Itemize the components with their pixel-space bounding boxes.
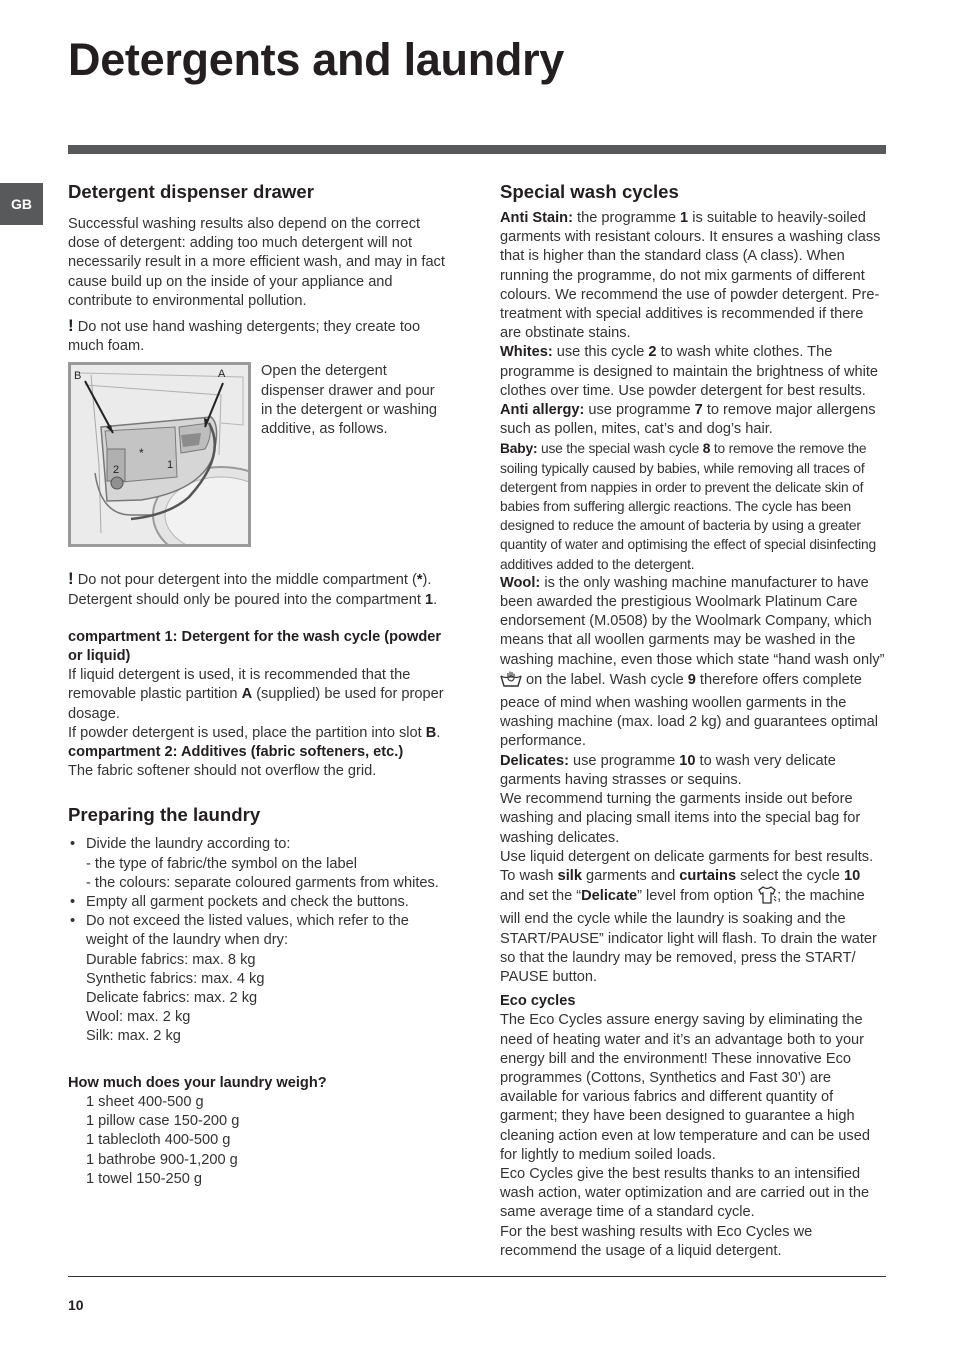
warning-2-star: *	[416, 572, 423, 589]
warning-mark: !	[68, 316, 74, 336]
eco-paragraph-1: The Eco Cycles assure energy saving by eliminating the need of heating water and it’s an advantage both to your energy bill and the environment! These innovative Eco programmes (Cottons, Synthetics and Fast 30’) are available for various fabrics and different quantity of garment; they have been designed to guarantee a high cleaning action even at low temperature and can be used for lightly to medium soiled loads.	[500, 1012, 870, 1163]
dispenser-intro: Successful washing results also depend on the correct dose of detergent: adding too much detergent will not necessarily result in a more efficient wash, and may in fact cause build up on the inside of your appliance and contribute to environmental pollution.	[68, 216, 445, 309]
preparing-list	[68, 835, 454, 1046]
figure-label-a: A	[218, 368, 226, 381]
compartment-1-text-b: If powder detergent is used, place the partition into slot B.	[68, 724, 441, 741]
weight-limit: Wool: max. 2 kg	[86, 1009, 191, 1026]
compartment-2-heading: compartment 2: Additives (fabric softeners, etc.)	[68, 744, 404, 761]
dispenser-heading: Detergent dispenser drawer	[68, 181, 314, 202]
whites-paragraph: Whites: use this cycle 2 to wash white clothes. The programme is designed to maintain the brightness of white clothes over time. Use powder detergent for best results.	[500, 344, 879, 399]
preparing-bullet-3	[68, 912, 454, 1046]
warning-2-end: .	[433, 591, 438, 608]
eco-paragraph-2: Eco Cycles give the best results thanks to an intensified wash action, water optimization and are carried out in the same average time of a standard cycle.	[500, 1165, 870, 1221]
anti-allergy-paragraph: Anti allergy: use programme 7 to remove major allergens such as pollen, mites, cat’s and dog’s hair.	[500, 402, 876, 438]
weight-limit: Silk: max. 2 kg	[86, 1028, 181, 1045]
figure-label-1: 1	[167, 459, 174, 472]
page-title: Detergents and laundry	[68, 34, 565, 85]
delicates-paragraph-3: Use liquid detergent on delicate garments for best results. To wash silk garments and curtains select the cycle 10 and set the “Delicate” level from option ; the machine will end the cycle while the laundry is soaking and the START/PAUSE” indicator light will flash. To drain the water so that the laundry may be removed, press the START/ PAUSE button.	[500, 848, 877, 985]
detergent-drawer-image	[71, 365, 248, 544]
figure-label-2: 2	[113, 464, 120, 477]
figure-label-star: *	[139, 446, 144, 461]
language-tab: GB	[0, 183, 43, 225]
figure-caption: Open the detergent dispenser drawer and pour in the detergent or washing additive, as follows.	[261, 363, 438, 438]
compartment-1-heading: compartment 1: Detergent for the wash cycle (powder or liquid)	[68, 628, 442, 665]
right-column	[500, 180, 888, 1261]
delicates-paragraph-2: We recommend turning the garments inside out before washing and placing small items into the special bag for washing delicates.	[500, 791, 861, 846]
wool-paragraph: Wool: is the only washing machine manufacturer to have been awarded the prestigious Woolmark Platinum Care endorsement (M.0508) by the Woolmark Company, which means that all woollen garments may be washed in the washing machine, even those which state “hand wash only” on the label. Wash cycle 9 therefore offers complete peace of mind when washing woollen garments in the washing machine (max. load 2 kg) and guarantees optimal performance.	[500, 574, 885, 750]
dispenser-warning-2	[68, 569, 454, 609]
drawer-illustration	[68, 362, 251, 547]
special-cycles-heading: Special wash cycles	[500, 181, 679, 202]
page-number: 10	[68, 1297, 84, 1313]
preparing-bullet-1	[68, 835, 454, 893]
compartment-2-text: The fabric softener should not overflow the grid.	[68, 763, 377, 780]
weight-limit: Durable fabrics: max. 8 kg	[86, 951, 256, 968]
warning-2-text-a: Do not pour detergent into the middle compartment (	[77, 572, 417, 589]
delicates-paragraph: Delicates: use programme 10 to wash very delicate garments having strasses or sequins.	[500, 752, 836, 788]
anti-stain-paragraph: Anti Stain: the programme 1 is suitable to heavily-soiled garments with resistant colours. It ensures a washing class that is higher than the standard class (A class). When running the programme, do not mix garments of different colours. We recommend the use of powder detergent. Pre-treatment with special additives is recommended if there are obstinate stains.	[500, 210, 881, 342]
dispenser-warning-1	[68, 316, 454, 356]
preparing-bullet-2: • Empty all garment pockets and check the buttons.	[68, 893, 454, 912]
warning-2-text-b: ). Detergent should only be poured into the compartment	[68, 572, 432, 608]
weight-item: 1 pillow case 150-200 g	[86, 1113, 240, 1130]
eco-heading: Eco cycles	[500, 993, 576, 1010]
title-divider	[68, 145, 886, 154]
weight-item: 1 tablecloth 400-500 g	[86, 1132, 231, 1149]
hand-wash-icon	[500, 670, 522, 694]
drawer-figure-row	[68, 362, 454, 547]
warning-2-number: 1	[424, 591, 434, 608]
weights-heading: How much does your laundry weigh?	[68, 1074, 327, 1091]
weights-list	[68, 1093, 454, 1189]
preparing-heading: Preparing the laundry	[68, 804, 261, 826]
bullet-sub-item: - the colours: separate coloured garments from whites.	[86, 874, 439, 891]
eco-paragraph-3: For the best washing results with Eco Cycles we recommend the usage of a liquid detergent.	[500, 1223, 813, 1259]
bullet-text: • Divide the laundry according to:	[86, 836, 291, 853]
garment-option-icon	[757, 886, 777, 910]
compartment-1-text-a: If liquid detergent is used, it is recommended that the removable plastic partition A (supplied) be used for proper dosage.	[68, 667, 444, 722]
weight-item: 1 bathrobe 900-1,200 g	[86, 1151, 238, 1168]
warning-1-text: Do not use hand washing detergents; they create too much foam.	[68, 319, 421, 355]
baby-paragraph: Baby: use the special wash cycle 8 to remove the remove the soiling typically caused by babies, while removing all traces of detergent from nappies in order to prevent the delicate skin of babies from suffering allergic reactions. The cycle has been designed to reduce the amount of bacteria by using a greater quantity of water and optimising the effect of special disinfecting additives added to the detergent.	[500, 441, 876, 572]
weight-item: 1 towel 150-250 g	[86, 1170, 203, 1187]
left-column	[68, 180, 454, 1189]
bullet-text: • Do not exceed the listed values, which refer to the weight of the laundry when dry:	[86, 913, 409, 949]
warning-mark: !	[68, 569, 74, 589]
weight-limit: Delicate fabrics: max. 2 kg	[86, 990, 258, 1007]
weight-limit: Synthetic fabrics: max. 4 kg	[86, 970, 265, 987]
weight-item: 1 sheet 400-500 g	[86, 1093, 204, 1110]
figure-label-b: B	[74, 370, 82, 383]
bullet-sub-item: - the type of fabric/the symbol on the label	[86, 855, 357, 872]
footer-divider	[68, 1276, 886, 1277]
